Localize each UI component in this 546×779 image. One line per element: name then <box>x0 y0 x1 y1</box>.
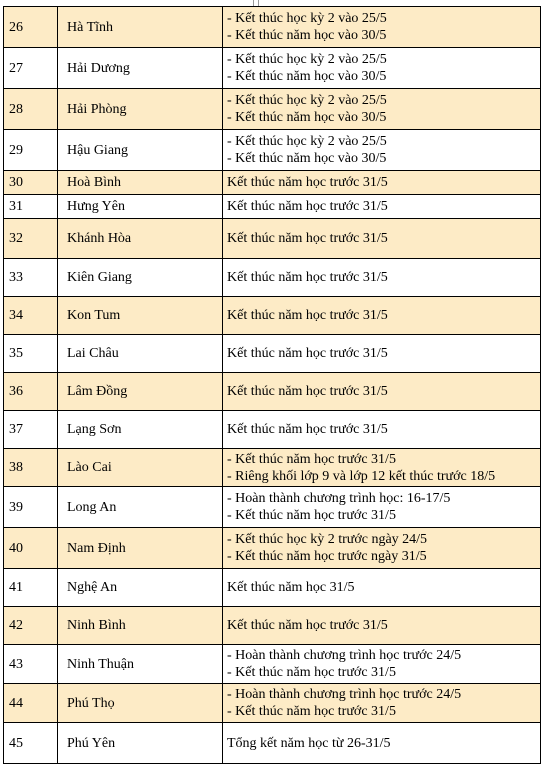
schedule-cell <box>223 297 541 335</box>
schedule-cell <box>223 528 541 569</box>
schedule-line: Kết thúc năm học trước 31/5 <box>227 422 388 437</box>
table-row <box>4 219 541 259</box>
schedule-line: Tổng kết năm học từ 26-31/5 <box>227 735 391 751</box>
table-row <box>4 449 541 487</box>
schedule-cell <box>223 607 541 645</box>
table-row <box>4 487 541 528</box>
table-row <box>4 373 541 411</box>
schedule-line: - Kết thúc học kỳ 2 vào 25/5 <box>227 134 387 149</box>
row-number-cell: 38 <box>4 449 58 487</box>
row-number-cell: 43 <box>4 645 58 684</box>
table-row <box>4 48 541 89</box>
schedule-cell <box>223 449 541 487</box>
table-body <box>4 7 541 764</box>
table-row <box>4 7 541 48</box>
row-number-cell: 37 <box>4 411 58 449</box>
schedule-line: - Kết thúc năm học trước ngày 31/5 <box>227 549 427 564</box>
schedule-line: - Kết thúc năm học vào 30/5 <box>227 69 387 84</box>
schedule-line: - Riêng khối lớp 9 và lớp 12 kết thúc trước 18/5 <box>227 468 496 484</box>
row-number-cell: 39 <box>4 487 58 528</box>
row-number-cell: 32 <box>4 219 58 259</box>
row-number-cell: 31 <box>4 195 58 219</box>
schedule-line: - Kết thúc năm học trước 31/5 <box>227 704 396 719</box>
row-number-cell: 33 <box>4 259 58 297</box>
row-number-cell: 29 <box>4 130 58 171</box>
row-number-cell: 44 <box>4 684 58 723</box>
schedule-line: - Kết thúc học kỳ 2 vào 25/5 <box>227 52 387 67</box>
row-number-cell: 28 <box>4 89 58 130</box>
schedule-line: Kết thúc năm học trước 31/5 <box>227 199 388 214</box>
row-number-cell: 30 <box>4 171 58 195</box>
schedule-line: Kết thúc năm học trước 31/5 <box>227 384 388 399</box>
table-row <box>4 411 541 449</box>
table-row <box>4 645 541 684</box>
schedule-cell <box>223 723 541 764</box>
row-number-cell: 35 <box>4 335 58 373</box>
schedule-cell <box>223 645 541 684</box>
school-year-schedule-table <box>3 6 541 764</box>
row-number-cell: 36 <box>4 373 58 411</box>
schedule-line: Kết thúc năm học trước 31/5 <box>227 270 388 285</box>
table-row <box>4 684 541 723</box>
province-cell: Nam Định <box>58 528 223 569</box>
province-cell: Hải Dương <box>58 48 223 89</box>
province-cell: Hậu Giang <box>58 130 223 171</box>
province-cell: Lạng Sơn <box>58 411 223 449</box>
table-row <box>4 130 541 171</box>
schedule-cell <box>223 411 541 449</box>
province-cell: Nghệ An <box>58 569 223 607</box>
row-number-cell: 41 <box>4 569 58 607</box>
table-row <box>4 297 541 335</box>
table-row <box>4 335 541 373</box>
schedule-line: - Kết thúc năm học vào 30/5 <box>227 110 387 125</box>
schedule-line: - Kết thúc học kỳ 2 vào 25/5 <box>227 11 387 26</box>
table-row <box>4 195 541 219</box>
province-cell: Ninh Thuận <box>58 645 223 684</box>
schedule-cell <box>223 171 541 195</box>
schedule-line: Kết thúc năm học trước 31/5 <box>227 618 388 633</box>
row-number-cell: 27 <box>4 48 58 89</box>
schedule-line: - Kết thúc học kỳ 2 vào 25/5 <box>227 93 387 108</box>
schedule-cell <box>223 48 541 89</box>
schedule-line: Kết thúc năm học 31/5 <box>227 580 355 595</box>
table-row <box>4 528 541 569</box>
table-row <box>4 171 541 195</box>
table-row <box>4 259 541 297</box>
schedule-line: - Kết thúc năm học vào 30/5 <box>227 151 387 166</box>
province-cell: Hoà Bình <box>58 171 223 195</box>
schedule-line: Kết thúc năm học trước 31/5 <box>227 231 388 246</box>
table-row <box>4 607 541 645</box>
schedule-line: Kết thúc năm học trước 31/5 <box>227 308 388 323</box>
row-number-cell: 42 <box>4 607 58 645</box>
schedule-cell <box>223 7 541 48</box>
province-cell: Kon Tum <box>58 297 223 335</box>
table-row <box>4 723 541 764</box>
schedule-cell <box>223 569 541 607</box>
row-number-cell: 26 <box>4 7 58 48</box>
province-cell: Lào Cai <box>58 449 223 487</box>
schedule-cell <box>223 335 541 373</box>
province-cell: Phú Yên <box>58 723 223 764</box>
province-cell: Ninh Bình <box>58 607 223 645</box>
province-cell: Kiên Giang <box>58 259 223 297</box>
schedule-line: - Hoàn thành chương trình học: 16-17/5 <box>227 491 451 506</box>
row-number-cell: 45 <box>4 723 58 764</box>
schedule-cell <box>223 130 541 171</box>
schedule-cell <box>223 259 541 297</box>
province-cell: Long An <box>58 487 223 528</box>
schedule-line: - Kết thúc năm học vào 30/5 <box>227 28 387 43</box>
province-cell: Hải Phòng <box>58 89 223 130</box>
table-row <box>4 569 541 607</box>
table-row <box>4 89 541 130</box>
schedule-cell <box>223 373 541 411</box>
schedule-line: - Kết thúc năm học trước 31/5 <box>227 508 396 523</box>
schedule-line: Kết thúc năm học trước 31/5 <box>227 346 388 361</box>
schedule-cell <box>223 487 541 528</box>
province-cell: Hà Tĩnh <box>58 7 223 48</box>
schedule-line: Kết thúc năm học trước 31/5 <box>227 175 388 190</box>
schedule-cell <box>223 684 541 723</box>
schedule-line: - Kết thúc năm học trước 31/5 <box>227 665 396 680</box>
province-cell: Lai Châu <box>58 335 223 373</box>
schedule-cell <box>223 195 541 219</box>
row-number-cell: 34 <box>4 297 58 335</box>
province-cell: Hưng Yên <box>58 195 223 219</box>
schedule-line: - Hoàn thành chương trình học trước 24/5 <box>227 687 462 702</box>
row-number-cell: 40 <box>4 528 58 569</box>
province-cell: Lâm Đồng <box>58 373 223 411</box>
schedule-line: - Kết thúc năm học trước 31/5 <box>227 451 396 467</box>
schedule-line: - Kết thúc học kỳ 2 trước ngày 24/5 <box>227 532 428 547</box>
schedule-cell <box>223 219 541 259</box>
province-cell: Khánh Hòa <box>58 219 223 259</box>
schedule-cell <box>223 89 541 130</box>
province-cell: Phú Thọ <box>58 684 223 723</box>
schedule-line: - Hoàn thành chương trình học trước 24/5 <box>227 648 462 663</box>
